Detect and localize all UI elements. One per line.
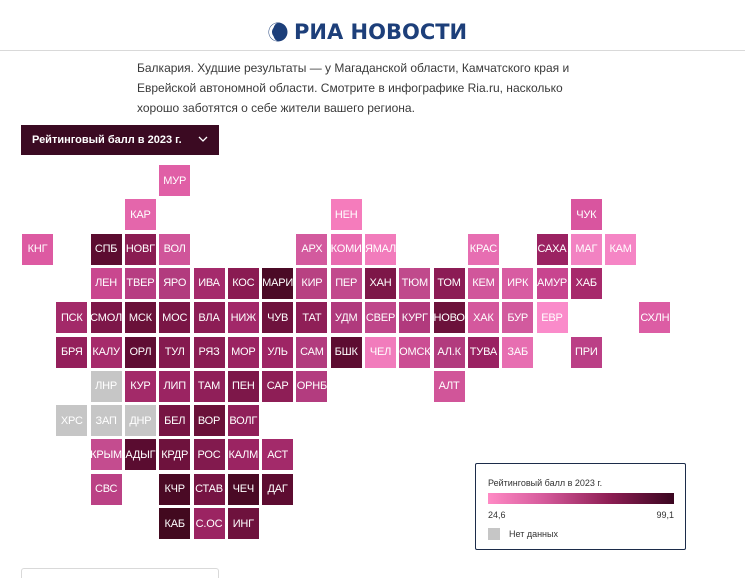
region-tile[interactable]: ТВЕР — [125, 268, 156, 299]
region-tile[interactable]: КАР — [125, 199, 156, 230]
region-tile[interactable]: ХАН — [365, 268, 396, 299]
region-tile[interactable]: БЕЛ — [159, 405, 190, 436]
region-tile[interactable]: ТУЛ — [159, 337, 190, 368]
region-tile[interactable]: ЗАП — [91, 405, 122, 436]
region-tile[interactable]: КАМ — [605, 234, 636, 265]
region-tile[interactable]: ТАТ — [296, 302, 327, 333]
legend — [475, 463, 686, 550]
region-tile[interactable]: АЛ.К — [434, 337, 465, 368]
region-tile[interactable]: РОС — [194, 439, 225, 470]
region-tile[interactable]: ПЕР — [331, 268, 362, 299]
region-tile[interactable]: ЛЕН — [91, 268, 122, 299]
region-tile[interactable]: БШК — [331, 337, 362, 368]
region-tile[interactable]: ПЕН — [228, 371, 259, 402]
region-tile[interactable]: ЧЕЧ — [228, 474, 259, 505]
region-tile[interactable]: КАЛУ — [91, 337, 122, 368]
region-tile[interactable]: КИР — [296, 268, 327, 299]
region-tile[interactable]: МСК — [125, 302, 156, 333]
region-tile[interactable]: АДЫГ — [125, 439, 156, 470]
legend-title: Рейтинговый балл в 2023 г. — [488, 478, 603, 488]
region-tile[interactable]: СВС — [91, 474, 122, 505]
region-tile[interactable]: ВОЛГ — [228, 405, 259, 436]
region-tile[interactable]: БРЯ — [56, 337, 87, 368]
region-tile[interactable]: АМУР — [537, 268, 568, 299]
region-tile[interactable]: ОРНБ — [296, 371, 327, 402]
region-tile[interactable]: ВОР — [194, 405, 225, 436]
region-tile[interactable]: СПБ — [91, 234, 122, 265]
second-dropdown-partial[interactable] — [21, 568, 219, 578]
region-tile[interactable]: ДАГ — [262, 474, 293, 505]
region-tile[interactable]: ПСК — [56, 302, 87, 333]
region-tile[interactable]: АЛТ — [434, 371, 465, 402]
region-tile[interactable]: КАЛМ — [228, 439, 259, 470]
region-tile[interactable]: ОРЛ — [125, 337, 156, 368]
region-tile[interactable]: ВОЛ — [159, 234, 190, 265]
region-tile[interactable]: ХАБ — [571, 268, 602, 299]
legend-color-bar — [488, 493, 674, 504]
region-tile[interactable]: ЧУК — [571, 199, 602, 230]
region-tile[interactable]: ЧУВ — [262, 302, 293, 333]
region-tile[interactable]: МУР — [159, 165, 190, 196]
region-tile[interactable]: ЧЕЛ — [365, 337, 396, 368]
region-tile[interactable]: ЯРО — [159, 268, 190, 299]
region-tile[interactable]: УДМ — [331, 302, 362, 333]
region-tile[interactable]: НИЖ — [228, 302, 259, 333]
region-tile[interactable]: ТОМ — [434, 268, 465, 299]
region-tile[interactable]: МОР — [228, 337, 259, 368]
intro-text: Балкария. Худшие результаты — у Магаданской области, Камчатского края и Еврейской автономной области. Смотрите в инфографике Ria.ru, насколько хорошо заботятся о себе жители вашего региона. — [137, 61, 570, 115]
legend-no-data-label: Нет данных — [509, 529, 558, 539]
region-tile[interactable]: КРАС — [468, 234, 499, 265]
region-tile[interactable]: СМОЛ — [91, 302, 122, 333]
region-tile[interactable]: ЕВР — [537, 302, 568, 333]
region-tile[interactable]: КРЫМ — [91, 439, 122, 470]
region-tile[interactable]: КУРГ — [399, 302, 430, 333]
region-tile[interactable]: РЯЗ — [194, 337, 225, 368]
region-tile[interactable]: СХЛН — [639, 302, 670, 333]
region-tile[interactable]: САР — [262, 371, 293, 402]
region-tile[interactable]: ПРИ — [571, 337, 602, 368]
region-tile[interactable]: АСТ — [262, 439, 293, 470]
legend-max: 99,1 — [656, 510, 674, 520]
region-tile[interactable]: ИРК — [502, 268, 533, 299]
region-tile[interactable]: С.ОС — [194, 508, 225, 539]
region-tile[interactable]: КЧР — [159, 474, 190, 505]
region-tile[interactable]: ВЛА — [194, 302, 225, 333]
region-tile[interactable]: НОВГ — [125, 234, 156, 265]
region-tile[interactable]: КУР — [125, 371, 156, 402]
region-tile[interactable]: СТАВ — [194, 474, 225, 505]
region-tile[interactable]: ИВА — [194, 268, 225, 299]
region-tile[interactable]: ЯМАЛ — [365, 234, 396, 265]
region-tile[interactable]: НОВО — [434, 302, 465, 333]
region-tile[interactable]: МАРИ — [262, 268, 293, 299]
region-tile[interactable]: АРХ — [296, 234, 327, 265]
logo-text: РИА НОВОСТИ — [294, 20, 468, 44]
region-tile[interactable]: КНГ — [22, 234, 53, 265]
region-tile[interactable]: ИНГ — [228, 508, 259, 539]
region-tile[interactable]: ТАМ — [194, 371, 225, 402]
region-tile[interactable]: КОМИ — [331, 234, 362, 265]
dropdown-selected-label: Рейтинговый балл в 2023 г. — [32, 134, 182, 146]
region-tile[interactable]: КЕМ — [468, 268, 499, 299]
region-tile[interactable]: ХРС — [56, 405, 87, 436]
region-tile[interactable]: САМ — [296, 337, 327, 368]
region-tile[interactable]: МАГ — [571, 234, 602, 265]
region-tile[interactable]: СВЕР — [365, 302, 396, 333]
region-tile[interactable]: ЛНР — [91, 371, 122, 402]
region-tile[interactable]: КАБ — [159, 508, 190, 539]
region-tile[interactable]: САХА — [537, 234, 568, 265]
region-tile[interactable]: БУР — [502, 302, 533, 333]
region-tile[interactable]: КОС — [228, 268, 259, 299]
region-tile[interactable]: МОС — [159, 302, 190, 333]
region-tile[interactable]: ТЮМ — [399, 268, 430, 299]
region-tile[interactable]: ДНР — [125, 405, 156, 436]
region-tile[interactable]: УЛЬ — [262, 337, 293, 368]
legend-no-data-swatch — [488, 528, 500, 540]
region-tile[interactable]: ЛИП — [159, 371, 190, 402]
region-tile[interactable]: ТУВА — [468, 337, 499, 368]
region-tile[interactable]: ХАК — [468, 302, 499, 333]
region-tile[interactable]: ЗАБ — [502, 337, 533, 368]
legend-min: 24,6 — [488, 510, 506, 520]
region-tile[interactable]: ОМСК — [399, 337, 430, 368]
region-tile[interactable]: КРДР — [159, 439, 190, 470]
region-tile[interactable]: НЕН — [331, 199, 362, 230]
